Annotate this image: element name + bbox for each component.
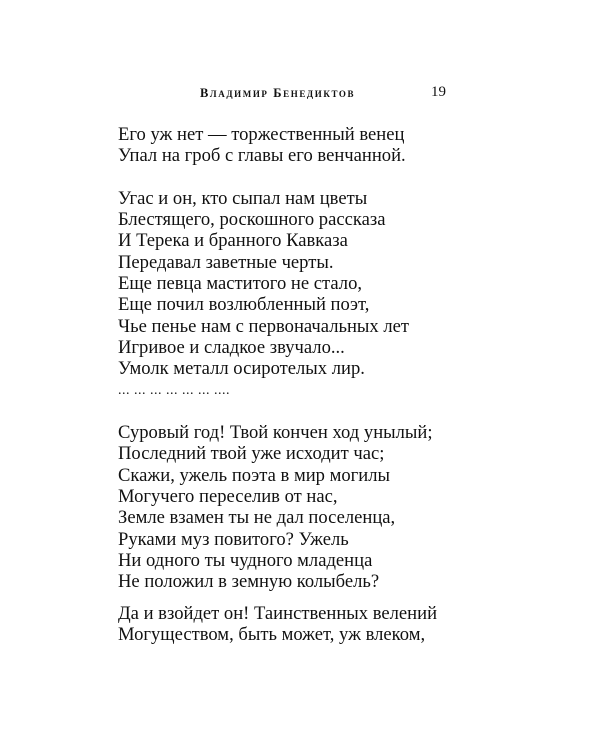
verse-line: Еще почил возлюбленный поэт,: [118, 294, 370, 316]
verse-line: Руками муз повитого? Ужель: [118, 528, 349, 550]
stanza: [118, 188, 437, 401]
stanza: [118, 603, 437, 646]
verse-line: Умолк металл осиротелых лир.: [118, 358, 365, 380]
poem-body: [118, 124, 437, 666]
verse-line: Скажи, ужель поэта в мир могилы: [118, 464, 391, 486]
ellipsis-line: ... ... ... ... ... ... ....: [118, 382, 230, 398]
verse-line: Да и взойдет он! Таинственных велений: [118, 602, 438, 624]
verse-line: Не положил в земную колыбель?: [118, 571, 380, 593]
stanza: [118, 422, 437, 592]
stanza: [118, 124, 437, 167]
verse-line: Игривое и сладкое звучало...: [118, 336, 345, 358]
verse-line: Могучего переселив от нас,: [118, 486, 338, 508]
page-number: 19: [431, 84, 446, 100]
verse-line: Передавал заветные черты.: [118, 251, 334, 273]
verse-line: Могуществом, быть может, уж влеком,: [118, 623, 426, 645]
verse-line: Его уж нет — торжественный венец: [118, 124, 405, 145]
verse-line: Земле взамен ты не дал поселенца,: [118, 507, 396, 529]
verse-line: Еще певца маститого не стало,: [118, 273, 363, 295]
verse-line: Ни одного ты чудного младенца: [118, 549, 373, 571]
verse-line: Угас и он, кто сыпал нам цветы: [118, 187, 368, 209]
verse-line: Суровый год! Твой кончен ход унылый;: [118, 422, 433, 444]
verse-line: Упал на гроб с главы его венчанной.: [118, 145, 406, 167]
verse-line: Последний твой уже исходит час;: [118, 443, 385, 465]
verse-line: Блестящего, роскошного рассказа: [118, 209, 386, 231]
verse-line: И Терека и бранного Кавказа: [118, 230, 348, 252]
running-head-author: Владимир Бенедиктов: [200, 86, 356, 100]
verse-line: Чье пенье нам с первоначальных лет: [118, 315, 409, 337]
